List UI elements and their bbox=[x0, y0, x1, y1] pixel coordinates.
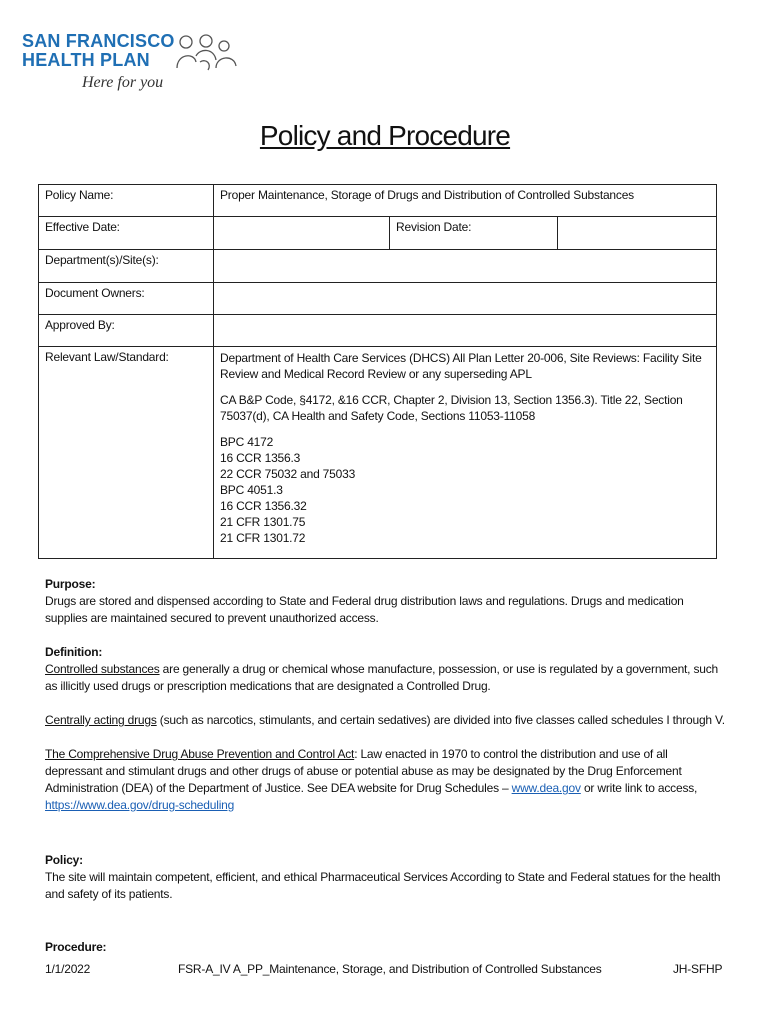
definition-centrally-acting bbox=[45, 712, 725, 729]
definition-text: : Law enacted in 1970 to control the distribution and use of all depressant and stimulant drugs and other drugs of abuse or potential abuse as may be designated by the Drug Enforcement Administration (DEA) of the Department of Justice. See DEA website for Drug Schedules – bbox=[45, 747, 682, 795]
policy-section bbox=[45, 852, 725, 903]
law-item: BPC 4172 bbox=[220, 435, 274, 449]
dea-link[interactable]: www.dea.gov bbox=[511, 781, 581, 795]
law-paragraph: CA B&P Code, §4172, &16 CCR, Chapter 2, Division 13, Section 1356.3). Title 22, Section 75037(d), CA Health and Safety Code, Sections 11053-11058 bbox=[220, 393, 683, 423]
law-item: 21 CFR 1301.72 bbox=[220, 531, 306, 545]
policy-heading: Policy: bbox=[45, 853, 83, 867]
revision-date-value bbox=[558, 217, 717, 250]
term-centrally-acting-drugs: Centrally acting drugs bbox=[45, 713, 157, 727]
relevant-law-value bbox=[214, 347, 717, 559]
procedure-heading: Procedure: bbox=[45, 940, 107, 954]
definition-text: (such as narcotics, stimulants, and certain sedatives) are divided into five classes called schedules I through V. bbox=[156, 713, 725, 727]
document-owners-value bbox=[214, 283, 717, 315]
definition-drug-abuse-act bbox=[45, 746, 725, 814]
definition-controlled-substances bbox=[45, 661, 725, 695]
logo-tagline: Here for you bbox=[82, 74, 164, 91]
term-drug-abuse-act: The Comprehensive Drug Abuse Prevention and Control Act bbox=[45, 747, 355, 761]
law-item: 22 CCR 75032 and 75033 bbox=[220, 467, 356, 481]
document-owners-label: Document Owners: bbox=[39, 283, 214, 315]
policy-meta-table bbox=[38, 184, 717, 559]
footer-code: JH-SFHP bbox=[673, 962, 723, 976]
term-controlled-substances: Controlled substances bbox=[45, 662, 160, 676]
logo bbox=[22, 32, 252, 94]
policy-text: The site will maintain competent, efficient, and ethical Pharmaceutical Services According to State and Federal statues for the health and safety of its patients. bbox=[45, 870, 721, 901]
relevant-law-label: Relevant Law/Standard: bbox=[39, 347, 214, 559]
procedure-section bbox=[45, 939, 725, 956]
approved-by-label: Approved By: bbox=[39, 315, 214, 347]
definition-text: or write link to access, bbox=[580, 781, 698, 795]
policy-name-value: Proper Maintenance, Storage of Drugs and Distribution of Controlled Substances bbox=[214, 185, 717, 217]
definition-section bbox=[45, 644, 725, 814]
purpose-section bbox=[45, 576, 725, 627]
law-item: 16 CCR 1356.3 bbox=[220, 451, 301, 465]
footer-date: 1/1/2022 bbox=[45, 962, 91, 976]
law-list bbox=[220, 434, 710, 546]
dea-drug-scheduling-link[interactable]: https://www.dea.gov/drug-scheduling bbox=[45, 798, 235, 812]
effective-date-value bbox=[214, 217, 390, 250]
footer-document-name: FSR-A_IV A_PP_Maintenance, Storage, and Distribution of Controlled Substances bbox=[178, 962, 602, 976]
policy-name-label: Policy Name: bbox=[39, 185, 214, 217]
departments-value bbox=[214, 250, 717, 283]
law-item: BPC 4051.3 bbox=[220, 483, 283, 497]
effective-date-label: Effective Date: bbox=[39, 217, 214, 250]
departments-label: Department(s)/Site(s): bbox=[39, 250, 214, 283]
logo-line-2: HEALTH PLAN bbox=[22, 50, 150, 70]
definition-text: are generally a drug or chemical whose manufacture, possession, or use is regulated by a government, such as illicitly used drugs or prescription medications that are designated a Controlled Drug. bbox=[45, 662, 718, 693]
law-item: 21 CFR 1301.75 bbox=[220, 515, 306, 529]
purpose-heading: Purpose: bbox=[45, 577, 96, 591]
purpose-text: Drugs are stored and dispensed according to State and Federal drug distribution laws and regulations. Drugs and medication supplies are maintained secured to prevent unauthorized access. bbox=[45, 594, 684, 625]
law-paragraph: Department of Health Care Services (DHCS) All Plan Letter 20-006, Site Reviews: Facility Site Review and Medical Record Review or any superseding APL bbox=[220, 351, 702, 381]
definition-heading: Definition: bbox=[45, 645, 103, 659]
law-item: 16 CCR 1356.32 bbox=[220, 499, 307, 513]
page-title: Policy and Procedure bbox=[259, 120, 511, 151]
revision-date-label: Revision Date: bbox=[390, 217, 558, 250]
family-icon bbox=[172, 32, 242, 72]
logo-line-1: SAN FRANCISCO bbox=[22, 31, 175, 51]
approved-by-value bbox=[214, 315, 717, 347]
